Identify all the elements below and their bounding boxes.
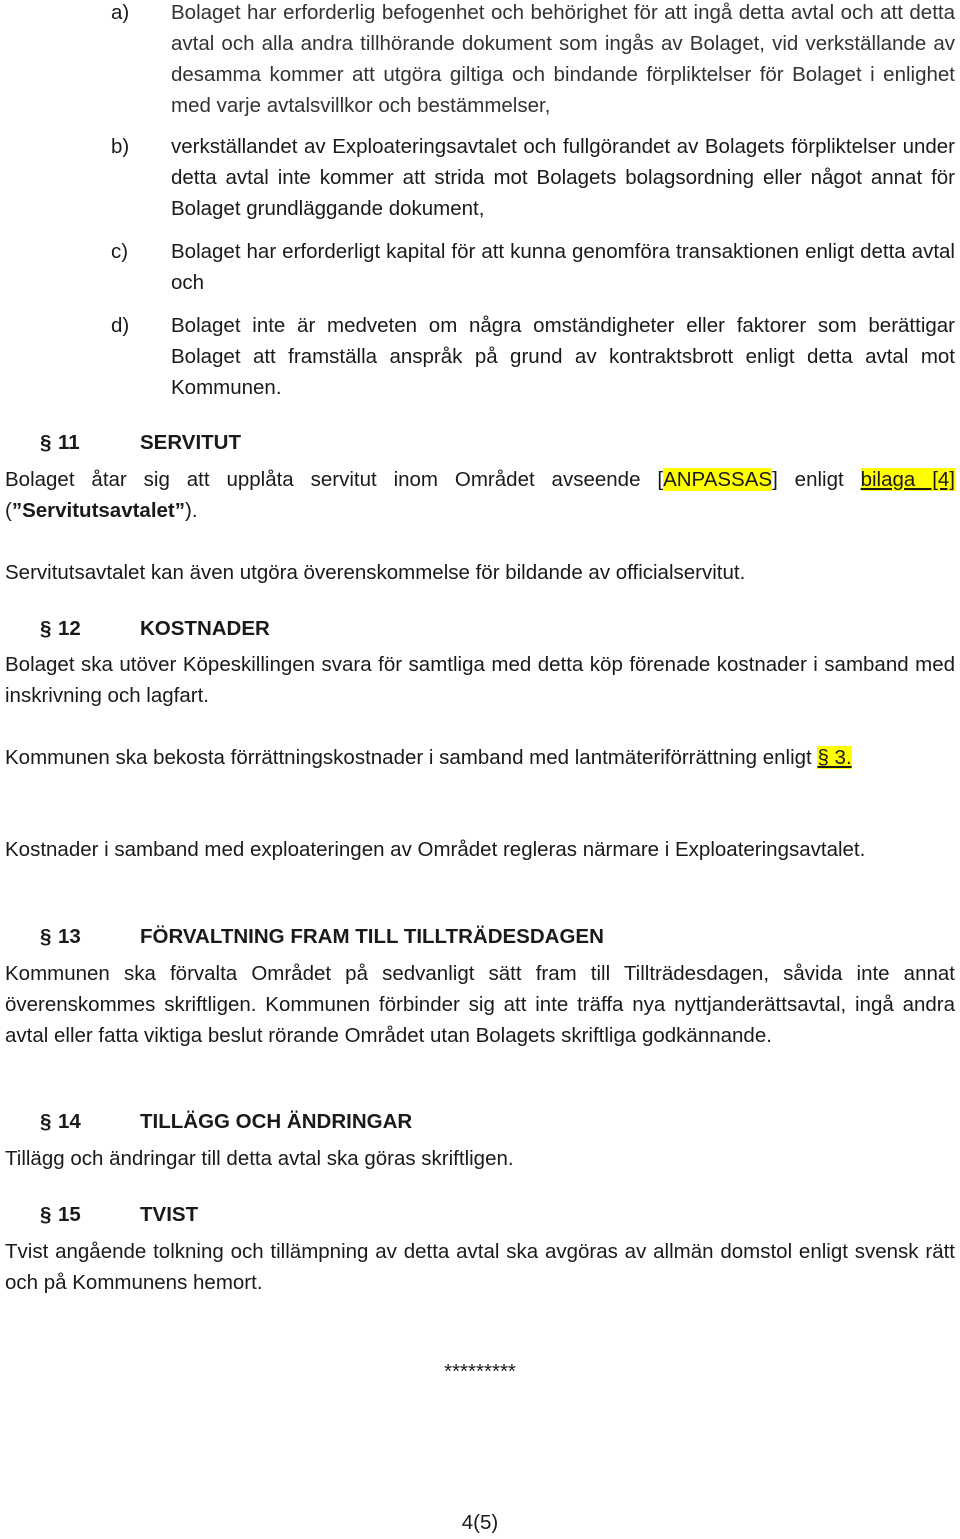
text-run: Kommunen ska bekosta förrättningskostnader i samband med lantmäteriförrättning enligt (5, 746, 818, 769)
section-number: 12 (58, 617, 81, 640)
section-number: 14 (58, 1110, 81, 1133)
highlight-placeholder: ANPASSAS (663, 468, 773, 491)
list-letter-d: d) (111, 314, 130, 337)
section-12-heading (40, 613, 270, 644)
section-14-heading (40, 1106, 412, 1137)
section-number: 11 (58, 431, 80, 454)
section-11-paragraph-2: Servitutsavtalet kan även utgöra överenskommelse för bildande av officialservitut. (5, 561, 746, 584)
list-item-b: verkställandet av Exploateringsavtalet och fullgörandet av Bolagets förpliktelser under detta avtal inte kommer att strida mot Bolagets bolagsordning eller något annat för Bolaget grundläggande dokument, (171, 135, 955, 220)
list-letter-c: c) (111, 240, 129, 263)
section-14-paragraph-1: Tillägg och ändringar till detta avtal ska göras skriftligen. (5, 1147, 514, 1170)
section-13-heading (40, 921, 604, 952)
section-11-paragraph-1 (5, 464, 955, 526)
text-run: ] enligt (772, 468, 861, 491)
section-12-paragraph-1: Bolaget ska utöver Köpeskillingen svara för samtliga med detta köp förenade kostnader i samband med inskrivning och lagfart. (5, 653, 955, 707)
section-title: KOSTNADER (140, 617, 270, 640)
end-marker: ********* (444, 1360, 516, 1383)
section-title: TVIST (140, 1203, 199, 1226)
section-12-paragraph-3: Kostnader i samband med exploateringen av Området regleras närmare i Exploateringsavtalet. (5, 838, 866, 861)
appendix-link[interactable]: bilaga [4] (860, 468, 955, 491)
section-15-paragraph-1: Tvist angående tolkning och tillämpning av detta avtal ska avgöras av allmän domstol enligt svensk rätt och på Kommunens hemort. (5, 1240, 955, 1294)
section-sign: § (40, 1203, 52, 1226)
section-title: SERVITUT (140, 431, 241, 454)
section-reference-link[interactable]: § 3. (817, 746, 852, 769)
section-sign: § (40, 1110, 52, 1133)
section-11-heading (40, 427, 241, 458)
text-run: ). (185, 499, 198, 522)
section-sign: § (40, 617, 52, 640)
section-title: TILLÄGG OCH ÄNDRINGAR (140, 1110, 413, 1133)
section-13-paragraph-1: Kommunen ska förvalta Området på sedvanligt sätt fram till Tillträdesdagen, såvida inte annat överenskommes skriftligen. Kommunen förbinder sig att inte träffa nya nyttjanderättsavtal, ingå andra avtal eller fatta viktiga beslut rörande Området utan Bolagets skriftliga godkännande. (5, 962, 955, 1047)
section-number: 13 (58, 925, 81, 948)
list-letter-a: a) (111, 1, 130, 24)
section-number: 15 (58, 1203, 81, 1226)
list-item-d: Bolaget inte är medveten om några omständigheter eller faktorer som berättigar Bolaget att framställa anspråk på grund av kontraktsbrott enligt detta avtal mot Kommunen. (171, 314, 955, 399)
list-letter-b: b) (111, 135, 130, 158)
section-15-heading (40, 1199, 198, 1230)
list-item-c: Bolaget har erforderligt kapital för att kunna genomföra transaktionen enligt detta avtal och (171, 240, 955, 294)
section-sign: § (40, 431, 52, 454)
section-12-paragraph-2 (5, 742, 955, 773)
text-run: Bolaget åtar sig att upplåta servitut inom Området avseende [ (5, 468, 664, 491)
text-run: ( (5, 499, 12, 522)
defined-term: ”Servitutsavtalet” (11, 499, 186, 522)
section-sign: § (40, 925, 52, 948)
page-number: 4(5) (461, 1511, 499, 1534)
list-item-a: Bolaget har erforderlig befogenhet och behörighet för att ingå detta avtal och att detta avtal och alla andra tillhörande dokument som ingås av Bolaget, vid verkställande av desamma kommer att utgöra giltiga och bindande förpliktelser för Bolaget i enlighet med varje avtalsvillkor och bestämmelser, (171, 1, 955, 117)
section-title: FÖRVALTNING FRAM TILL TILLTRÄDESDAGEN (140, 925, 604, 948)
